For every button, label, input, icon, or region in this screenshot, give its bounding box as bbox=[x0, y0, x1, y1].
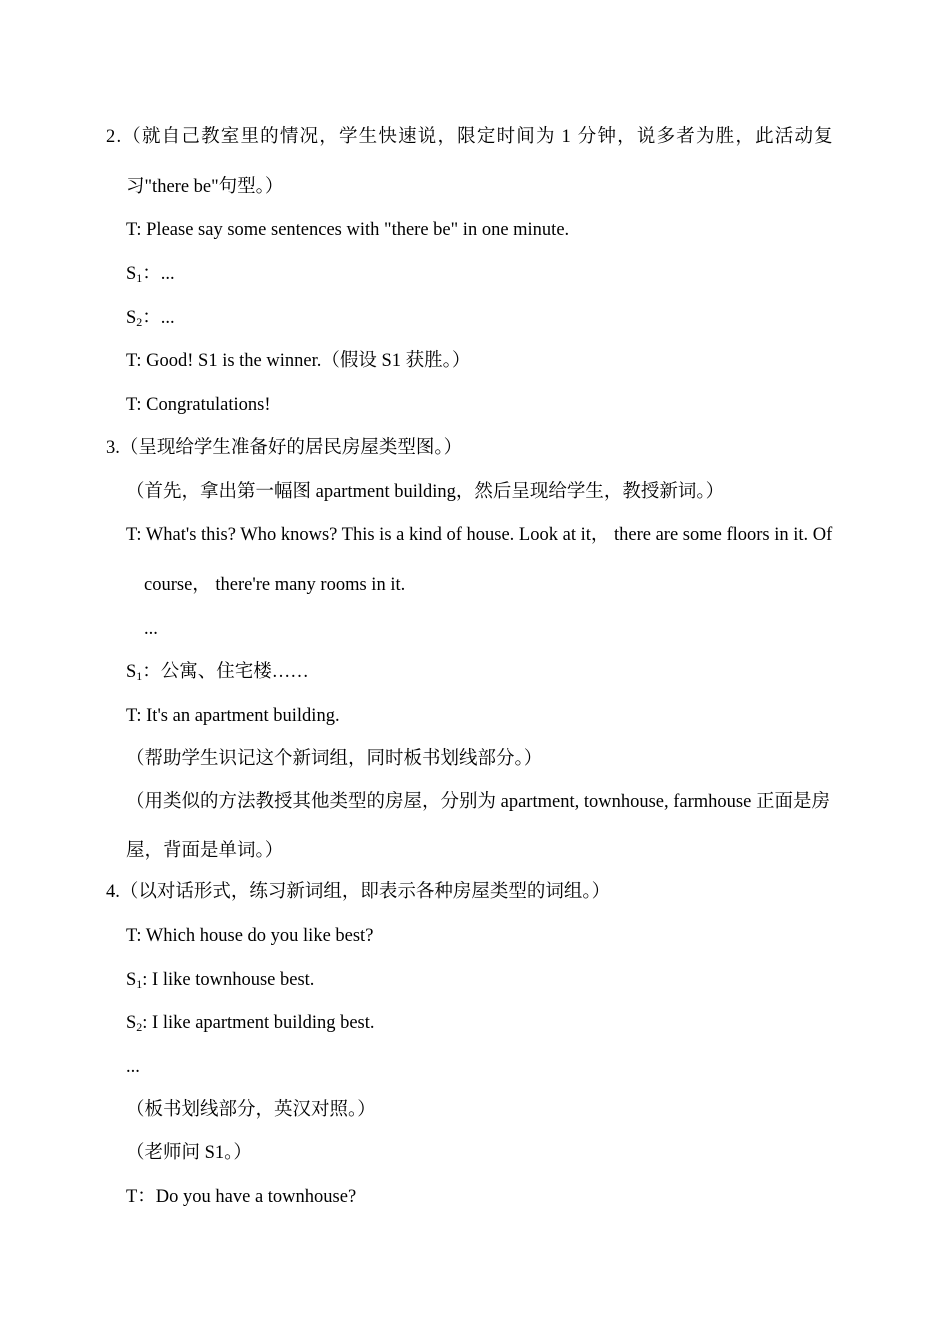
speaker-label: S bbox=[126, 1013, 137, 1033]
section3-teacher-line-1: T: What's this? Who knows? This is a kind of house. Look at it， there are some floors in it. Of bbox=[126, 525, 833, 545]
section2-teacher-line-3: T: Congratulations! bbox=[126, 395, 271, 415]
speaker-subscript: 2 bbox=[136, 315, 143, 329]
section3-student-line-1 bbox=[126, 660, 309, 688]
section2-teacher-line-1: T: Please say some sentences with "there be" in one minute. bbox=[126, 220, 570, 240]
speaker-subscript: 1 bbox=[136, 669, 143, 683]
section4-student-line-1 bbox=[126, 968, 314, 996]
section3-teacher-line-2: T: It's an apartment building. bbox=[126, 706, 340, 726]
section4-teacher-line-2: T：Do you have a townhouse? bbox=[126, 1187, 357, 1207]
speaker-label: S bbox=[126, 970, 137, 990]
speaker-text: ：... bbox=[142, 264, 175, 284]
section3-note-3: （用类似的方法教授其他类型的房屋，分别为 apartment, townhouse, farmhouse 正面是房 bbox=[126, 792, 830, 812]
section3-teacher-line-1-cont: course， there're many rooms in it. bbox=[144, 575, 406, 595]
section2-student-line-1 bbox=[126, 262, 175, 290]
section4-note-1: （板书划线部分，英汉对照。） bbox=[126, 1100, 376, 1120]
section2-heading-cont: 习"there be"句型。） bbox=[126, 177, 284, 197]
section4-teacher-line-1: T: Which house do you like best? bbox=[126, 926, 374, 946]
section3-note-2: （帮助学生识记这个新词组，同时板书划线部分。） bbox=[126, 749, 543, 769]
speaker-subscript: 1 bbox=[136, 977, 143, 991]
speaker-text: : I like apartment building best. bbox=[142, 1013, 375, 1033]
section2-student-line-2 bbox=[126, 306, 175, 334]
section4-student-line-2 bbox=[126, 1011, 375, 1039]
speaker-text: ：公寓、住宅楼…… bbox=[142, 662, 309, 682]
speaker-subscript: 2 bbox=[136, 1020, 143, 1034]
section4-note-2: （老师问 S1。） bbox=[126, 1143, 252, 1163]
speaker-label: S bbox=[126, 662, 137, 682]
speaker-subscript: 1 bbox=[136, 271, 143, 285]
speaker-text: ：... bbox=[142, 308, 175, 328]
section2-heading: 2.（就自己教室里的情况，学生快速说，限定时间为 1 分钟，说多者为胜，此活动复 bbox=[106, 127, 834, 147]
speaker-label: S bbox=[126, 308, 137, 328]
section4-heading: 4.（以对话形式，练习新词组，即表示各种房屋类型的词组。） bbox=[106, 882, 611, 902]
speaker-text: : I like townhouse best. bbox=[142, 970, 315, 990]
section4-ellipsis: ... bbox=[126, 1057, 140, 1077]
section2-teacher-line-2: T: Good! S1 is the winner.（假设 S1 获胜。） bbox=[126, 351, 471, 371]
speaker-label: S bbox=[126, 264, 137, 284]
section3-ellipsis: ... bbox=[144, 619, 158, 639]
section3-note-1: （首先，拿出第一幅图 apartment building，然后呈现给学生，教授新词。） bbox=[126, 482, 725, 502]
section3-heading: 3.（呈现给学生准备好的居民房屋类型图。） bbox=[106, 438, 463, 458]
section3-note-3-cont: 屋，背面是单词。） bbox=[126, 841, 284, 861]
